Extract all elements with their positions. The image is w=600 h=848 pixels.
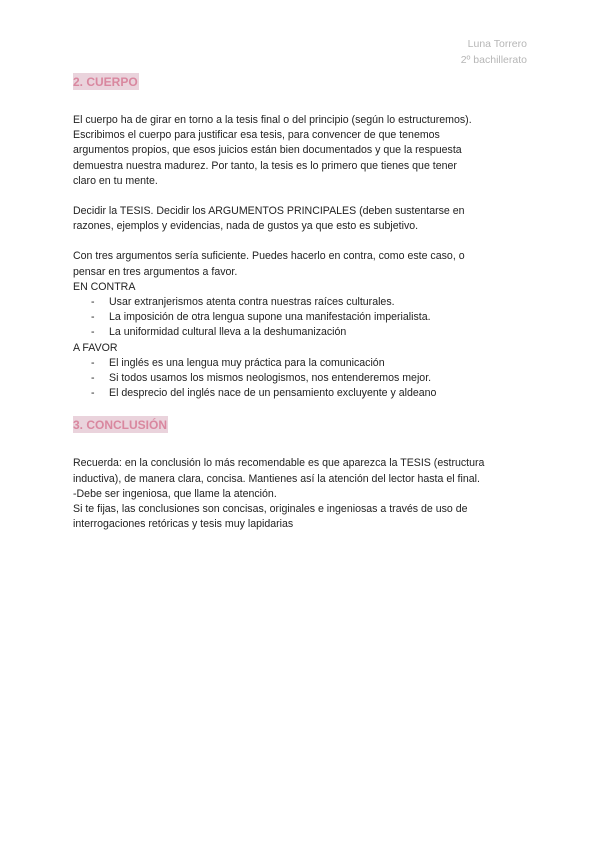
en-contra-label: EN CONTRA [73,280,136,293]
cuerpo-paragraph-1: El cuerpo ha de girar en torno a la tesis final o del principio (según lo estructuremos). Escribimos el cuerpo para justificar esa tesis, para convencer de que tenemos argumentos propios, que esos juicios están bien documentados y que la respuesta demuestra nuestra madurez. Por tanto, la tesis es lo primero que tienes que tener claro en tu mente. [73,114,472,187]
section-title-conclusion: 3. CONCLUSIÓN [73,418,168,433]
list-item: - Si todos usamos los mismos neologismos, nos entenderemos mejor. [91,371,533,386]
list-item: - El inglés es una lengua muy práctica para la comunicación [91,356,533,371]
a-favor-list [73,356,533,402]
conclusion-paragraph: Recuerda: en la conclusión lo más recomendable es que aparezca la TESIS (estructura inductiva), de manera clara, concisa. Mantienes así la atención del lector hasta el final. -Debe ser ingeniosa, que llame la atención. Si te fijas, las conclusiones son concisas, originales e ingeniosas a través de uso de interrogaciones retóricas y tesis muy lapidarias [73,457,485,531]
list-item: - El desprecio del inglés nace de un pensamiento excluyente y aldeano [91,386,533,401]
list-item: - La imposición de otra lengua supone una manifestación imperialista. [91,310,533,325]
page-header [461,36,527,68]
document-body [73,70,533,532]
list-item: - La uniformidad cultural lleva a la deshumanización [91,325,533,340]
list-item: - Usar extranjerismos atenta contra nuestras raíces culturales. [91,295,533,310]
course-label: 2º bachillerato [460,54,527,66]
author-name: Luna Torrero [467,38,527,50]
a-favor-label: A FAVOR [73,341,118,354]
section-title-cuerpo: 2. CUERPO [73,75,138,89]
cuerpo-paragraph-2: Decidir la TESIS. Decidir los ARGUMENTOS PRINCIPALES (deben sustentarse en razones, ejemplos y evidencias, nada de gustos ya que esto es subjetivo. [73,205,465,233]
en-contra-list [73,295,533,341]
cuerpo-paragraph-3: Con tres argumentos sería suficiente. Puedes hacerlo en contra, como este caso, o pensar en tres argumentos a favor. [73,250,465,278]
